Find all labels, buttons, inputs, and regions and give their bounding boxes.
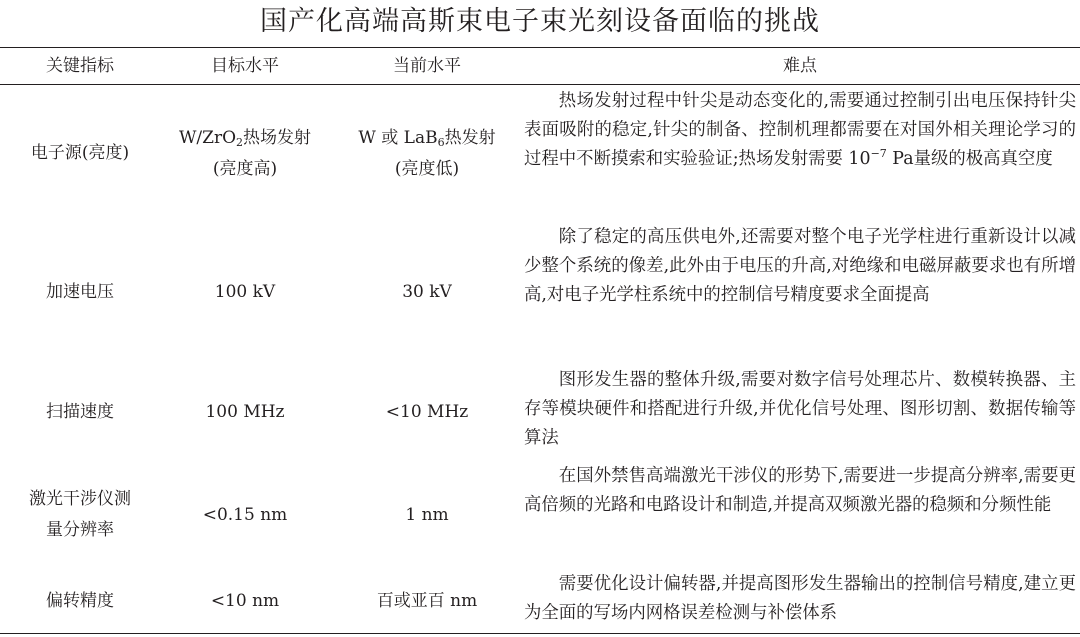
row-target: 100 kV xyxy=(214,282,276,302)
table-title: 国产化高端高斯束电子束光刻设备面临的挑战 xyxy=(260,6,820,37)
row-current: <10 MHz xyxy=(385,402,469,422)
row-current: W 或 LaB$_6$热发射 (亮度低) xyxy=(358,127,496,179)
row-difficulty: 热场发射过程中针尖是动态变化的,需要通过控制引出电压保持针尖表面吸附的稳定,针尖的制备、控制机理都需要在对国外相关理论学习的过程中不断摸索和实验验证;热场发射需要 $10^{-7}$ Pa量级的极高真空度 xyxy=(524,91,1076,169)
row-current: 百或亚百 nm xyxy=(376,590,478,611)
row-indicator: 加速电压 xyxy=(46,282,114,302)
top-rule xyxy=(0,47,1080,48)
row-current: 1 nm xyxy=(405,504,449,525)
header-current: 当前水平 xyxy=(393,56,461,76)
row-indicator: 扫描速度 xyxy=(46,402,114,422)
row-target: 100 MHz xyxy=(205,402,285,422)
row-target: <0.15 nm xyxy=(202,504,288,525)
bottom-rule xyxy=(0,633,1080,634)
row-indicator: 电子源(亮度) xyxy=(30,143,130,163)
row-difficulty: 在国外禁售高端激光干涉仪的形势下,需要进一步提高分辨率,需要更高倍频的光路和电路设计和制造,并提高双频激光器的稳频和分频性能 xyxy=(524,466,1076,515)
row-difficulty: 图形发生器的整体升级,需要对数字信号处理芯片、数模转换器、主存等模块硬件和搭配进行升级,并优化信号处理、图形切割、数据传输等算法 xyxy=(524,370,1076,448)
row-target: <10 nm xyxy=(210,590,280,611)
header-difficulty: 难点 xyxy=(783,56,817,76)
row-indicator: 偏转精度 xyxy=(46,590,114,611)
row-difficulty: 需要优化设计偏转器,并提高图形发生器输出的控制信号精度,建立更为全面的写场内网格误差检测与补偿体系 xyxy=(524,574,1076,623)
row-current: 30 kV xyxy=(402,282,452,302)
row-difficulty: 除了稳定的高压供电外,还需要对整个电子光学柱进行重新设计以减少整个系统的像差,此外由于电压的升高,对绝缘和电磁屏蔽要求也有所增高,对电子光学柱系统中的控制信号精度要求全面提高 xyxy=(524,227,1076,305)
row-target: W/ZrO$_2$热场发射 (亮度高) xyxy=(178,127,312,179)
header-target: 目标水平 xyxy=(211,56,279,76)
header-indicator: 关键指标 xyxy=(46,56,114,76)
header-rule xyxy=(0,84,1080,85)
row-indicator: 激光干涉仪测 量分辨率 xyxy=(29,489,131,540)
